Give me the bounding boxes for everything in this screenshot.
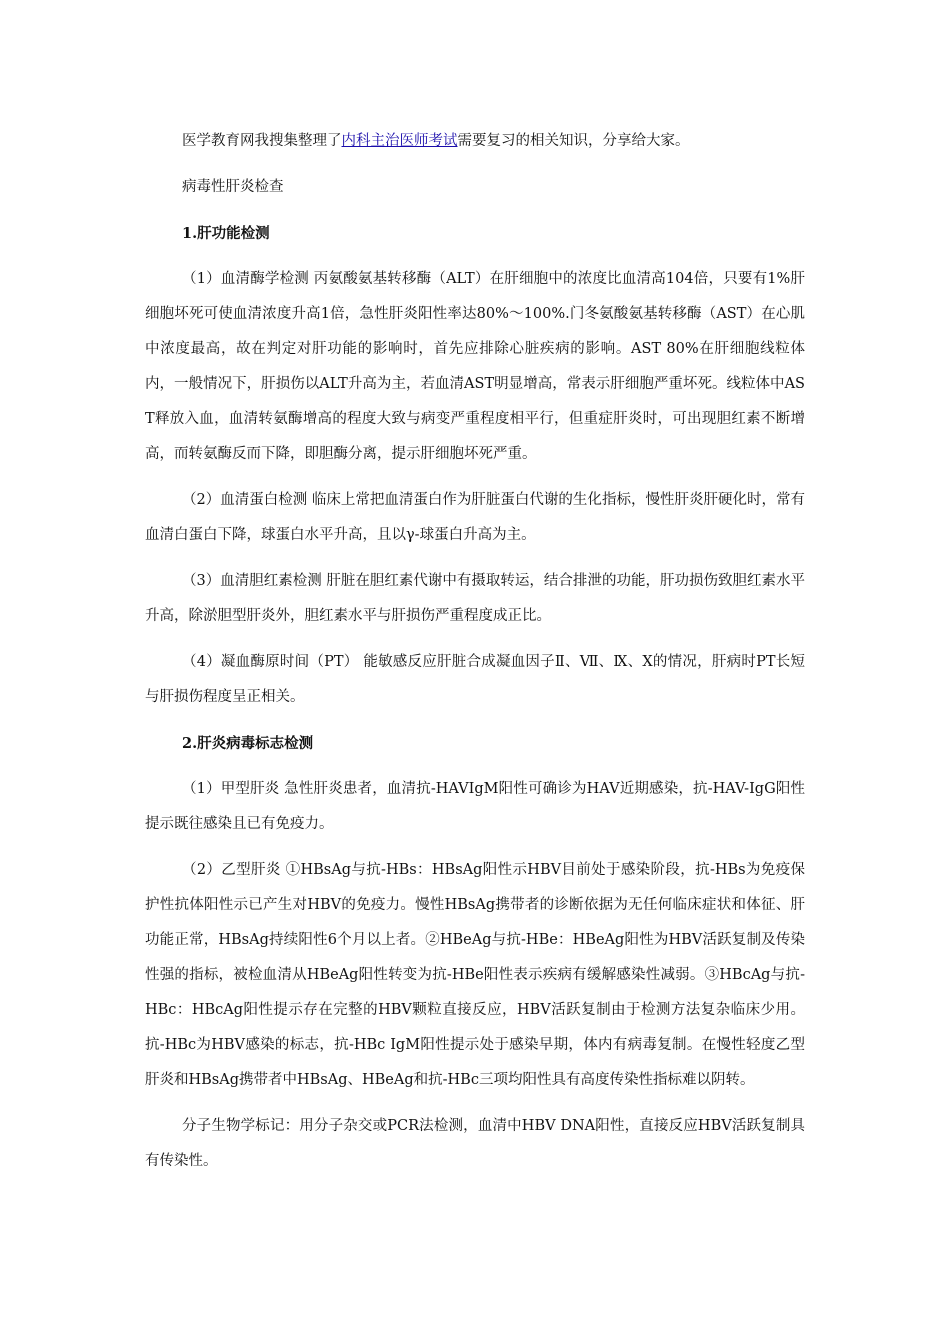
section-2-heading: 2.肝炎病毒标志检测 (182, 735, 314, 752)
intro-text-before: 医学教育网我搜集整理了 (182, 133, 342, 149)
paragraph-serum-protein: （2）血清蛋白检测 临床上常把血清蛋白作为肝脏蛋白代谢的生化指标，慢性肝炎肝硬化时，常有血清白蛋白下降，球蛋白水平升高，且以γ-球蛋白升高为主。 (145, 492, 805, 543)
document-title: 病毒性肝炎检查 (182, 179, 284, 195)
section-1-heading: 1.肝功能检测 (182, 225, 270, 242)
paragraph-molecular-markers: 分子生物学标记：用分子杂交或PCR法检测，血清中HBV DNA阳性，直接反应HBV活跃复制具有传染性。 (145, 1118, 805, 1169)
paragraph-bilirubin: （3）血清胆红素检测 肝脏在胆红素代谢中有摄取转运，结合排泄的功能，肝功损伤致胆红素水平升高，除淤胆型肝炎外，胆红素水平与肝损伤严重程度成正比。 (145, 573, 805, 624)
document-body (145, 124, 805, 1190)
exam-link[interactable]: 内科主治医师考试 (341, 133, 458, 149)
paragraph-prothrombin-time: （4）凝血酶原时间（PT） 能敏感反应肝脏合成凝血因子Ⅱ、Ⅶ、Ⅸ、Ⅹ的情况，肝病时PT长短与肝损伤程度呈正相关。 (145, 654, 805, 705)
paragraph-hepatitis-a: （1）甲型肝炎 急性肝炎患者，血清抗-HAVIgM阳性可确诊为HAV近期感染，抗-HAV-IgG阳性提示既往感染且已有免疫力。 (145, 781, 805, 832)
intro-text-after: 需要复习的相关知识，分享给大家。 (457, 133, 690, 149)
paragraph-alt-ast: （1）血清酶学检测 丙氨酸氨基转移酶（ALT）在肝细胞中的浓度比血清高104倍，只要有1%肝细胞坏死可使血清浓度升高1倍，急性肝炎阳性率达80%～100%.门冬氨酸氨基转移酶（AST）在心肌中浓度最高，故在判定对肝功能的影响时，首先应排除心脏疾病的影响。AST 80%在肝细胞线粒体内，一般情况下，肝损伤以ALT升高为主，若血清AST明显增高，常表示肝细胞严重坏死。线粒体中AST释放入血，血清转氨酶增高的程度大致与病变严重程度相平行，但重症肝炎时，可出现胆红素不断增高，而转氨酶反而下降，即胆酶分离，提示肝细胞坏死严重。 (145, 271, 805, 462)
intro-paragraph (145, 124, 805, 159)
paragraph-hepatitis-b: （2）乙型肝炎 ①HBsAg与抗-HBs：HBsAg阳性示HBV目前处于感染阶段，抗-HBs为免疫保护性抗体阳性示已产生对HBV的免疫力。慢性HBsAg携带者的诊断依据为无任何临床症状和体征、肝功能正常，HBsAg持续阳性6个月以上者。②HBeAg与抗-HBe：HBeAg阳性为HBV活跃复制及传染性强的指标，被检血清从HBeAg阳性转变为抗-HBe阳性表示疾病有缓解感染性减弱。③HBcAg与抗-HBc：HBcAg阳性提示存在完整的HBV颗粒直接反应，HBV活跃复制由于检测方法复杂临床少用。抗-HBc为HBV感染的标志，抗-HBc IgM阳性提示处于感染早期，体内有病毒复制。在慢性轻度乙型肝炎和HBsAg携带者中HBsAg、HBeAg和抗-HBc三项均阳性具有高度传染性指标难以阴转。 (145, 862, 805, 1088)
